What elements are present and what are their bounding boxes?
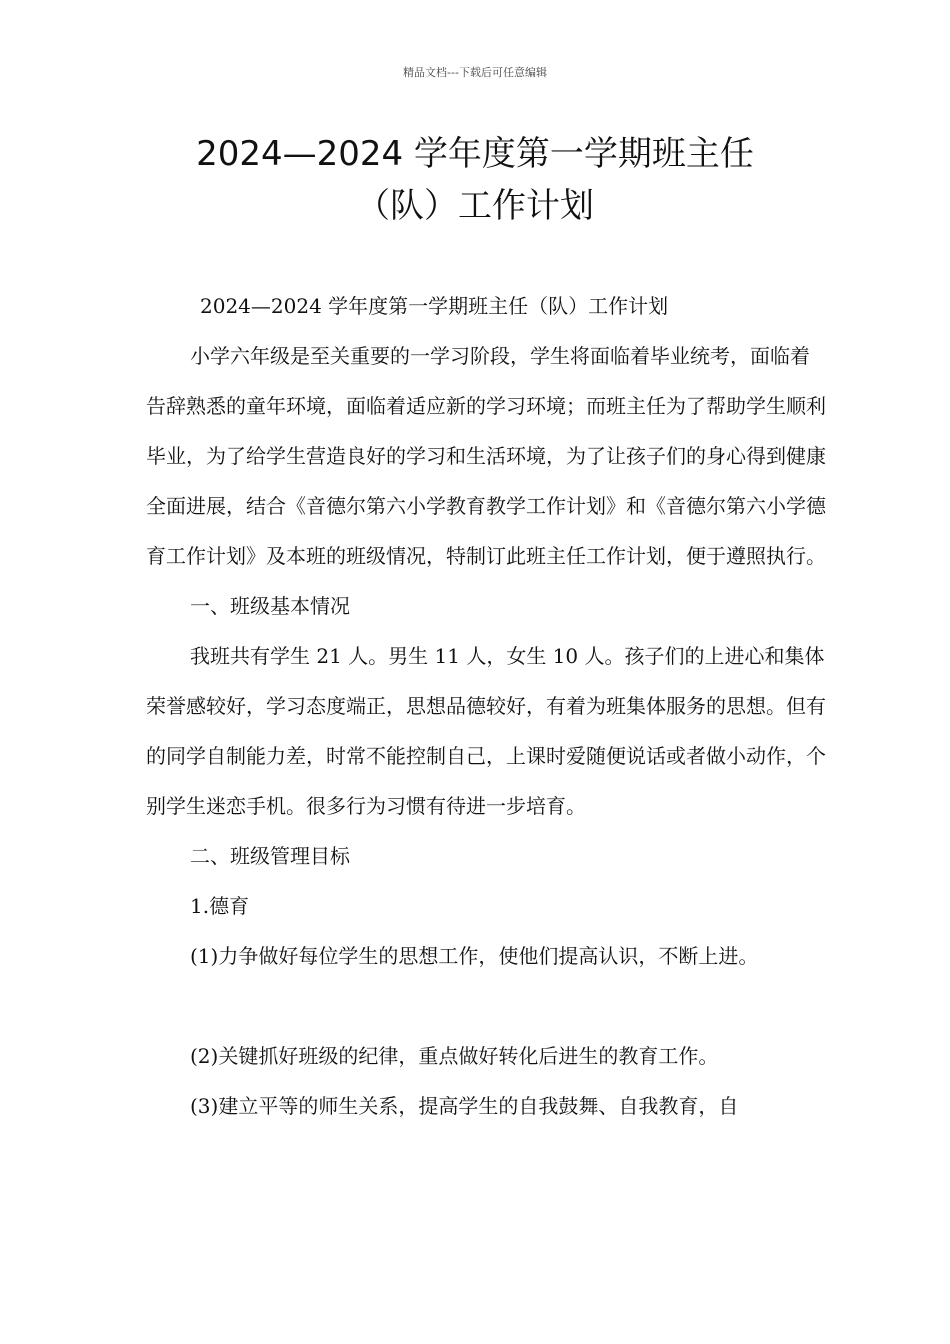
header-note: 精品文档---下载后可任意编辑 — [403, 66, 547, 79]
document-subtitle: 2024—2024 学年度第一学期班主任（队）工作计划 — [200, 294, 669, 318]
title-line-2: （队）工作计划 — [356, 186, 594, 226]
title-line-1: 2024—2024 学年度第一学期班主任 — [196, 134, 754, 174]
point-2: (2)关键抓好班级的纪律，重点做好转化后进生的教育工作。 — [190, 1044, 719, 1068]
document-body — [146, 281, 826, 1131]
blank-line — [146, 981, 826, 1031]
point-3: (3)建立平等的师生关系，提高学生的自我鼓舞、自我教育，自 — [190, 1094, 739, 1118]
document-title — [0, 128, 950, 232]
section-1-paragraph: 我班共有学生 21 人。男生 11 人，女生 10 人。孩子们的上进心和集体荣誉感较好，学习态度端正，思想品德较好，有着为班集体服务的思想。但有的同学自制能力差，时常不能控制自己，上课时爱随便说话或者做小动作，个别学生迷恋手机。很多行为习惯有待进一步培育。 — [146, 644, 826, 818]
section-1-heading: 一、班级基本情况 — [190, 594, 350, 618]
section-2-heading: 二、班级管理目标 — [190, 844, 350, 868]
intro-paragraph: 小学六年级是至关重要的一学习阶段，学生将面临着毕业统考，面临着告辞熟悉的童年环境，面临着适应新的学习环境；而班主任为了帮助学生顺利毕业，为了给学生营造良好的学习和生活环境，为了让孩子们的身心得到健康全面进展，结合《音德尔第六小学教育教学工作计划》和《音德尔第六小学德育工作计划》及本班的班级情况，特制订此班主任工作计划，便于遵照执行。 — [146, 344, 826, 568]
point-1: (1)力争做好每位学生的思想工作，使他们提高认识，不断上进。 — [190, 944, 759, 968]
moral-education-item: 1.德育 — [190, 894, 250, 918]
